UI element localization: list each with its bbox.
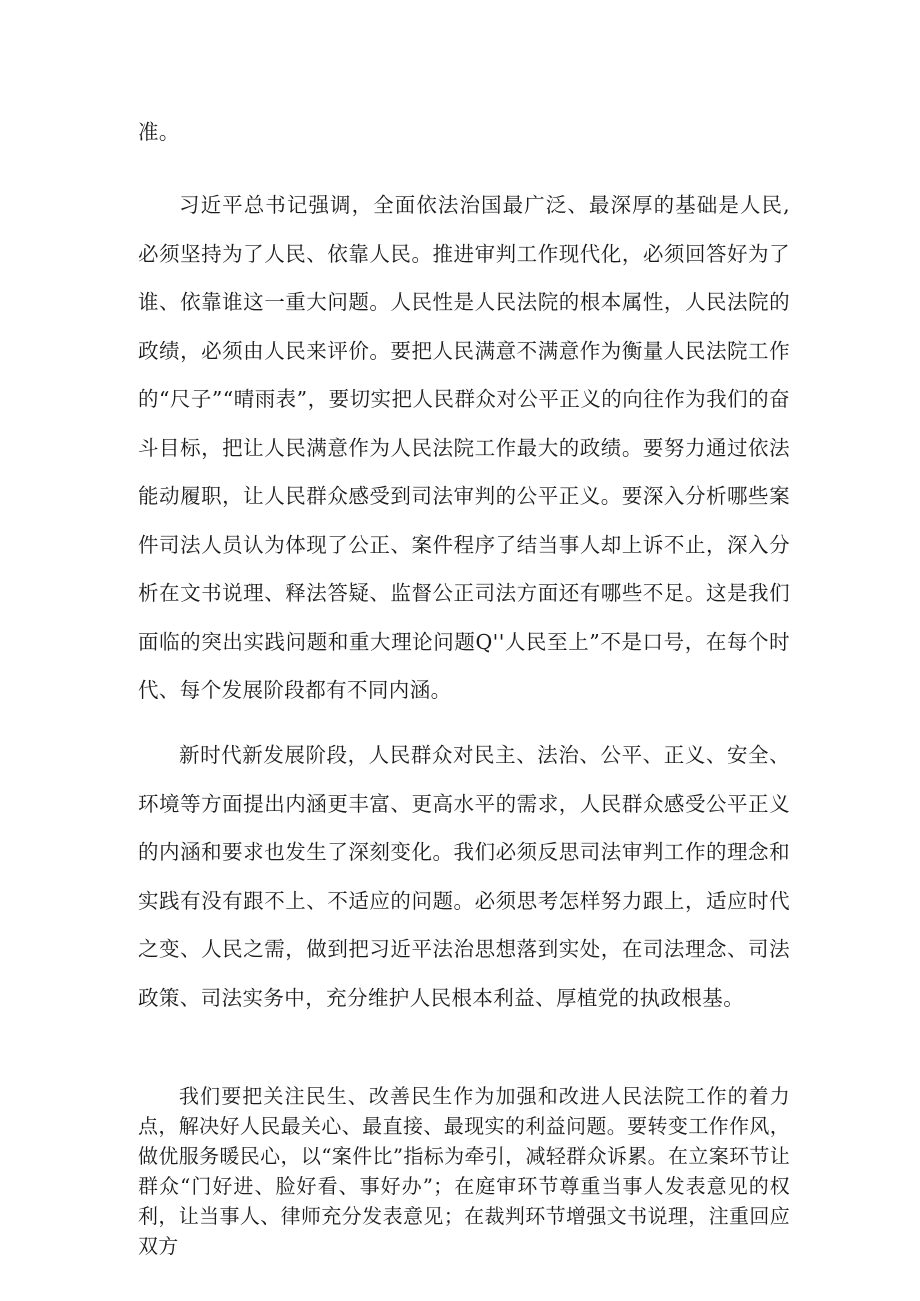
paragraph-new-era: 新时代新发展阶段，人民群众对民主、法治、公平、正义、安全、环境等方面提出内涵更丰富、更高水平的需求，人民群众感受公平正义的内涵和要求也发生了深刻变化。我们必须反思司法审判工作的理念和实践有没有跟不上、不适应的问题。必须思考怎样努力跟上，适应时代之变、人民之需，做到把习近平法治思想落到实处，在司法理念、司法政策、司法实务中，充分维护人民根本利益、厚植党的执政根基。 bbox=[138, 743, 790, 1010]
paragraph-people-centered: 习近平总书记强调，全面依法治国最广泛、最深厚的基础是人民,必须坚持为了人民、依靠人民。推进审判工作现代化，必须回答好为了谁、依靠谁这一重大问题。人民性是人民法院的根本属性，人民法院的政绩，必须由人民来评价。要把人民满意不满意作为衡量人民法院工作的“尺子”“晴雨表”，要切实把人民群众对公平正义的向往作为我们的奋斗目标，把让人民满意作为人民法院工作最大的政绩。要努力通过依法能动履职，让人民群众感受到司法审判的公平正义。要深入分析哪些案件司法人员认为体现了公正、案件程序了结当事人却上诉不止，深入分析在文书说理、释法答疑、监督公正司法方面还有哪些不足。这是我们面临的突出实践问题和重大理论问题Q''人民至上”不是口号，在每个时代、每个发展阶段都有不同内涵。 bbox=[138, 193, 790, 702]
paragraph-livelihood: 我们要把关注民生、改善民生作为加强和改进人民法院工作的着力点，解决好人民最关心、最直接、最现实的利益问题。要转变工作作风，做优服务暖民心，以“案件比”指标为牵引，减轻群众诉累。在立案环节让群众“门好进、脸好看、事好办”；在庭审环节尊重当事人发表意见的权利，让当事人、律师充分发表意见；在裁判环节增强文书说理，注重回应双方 bbox=[138, 1084, 790, 1258]
paragraph-continuation: 准。 bbox=[138, 120, 180, 144]
